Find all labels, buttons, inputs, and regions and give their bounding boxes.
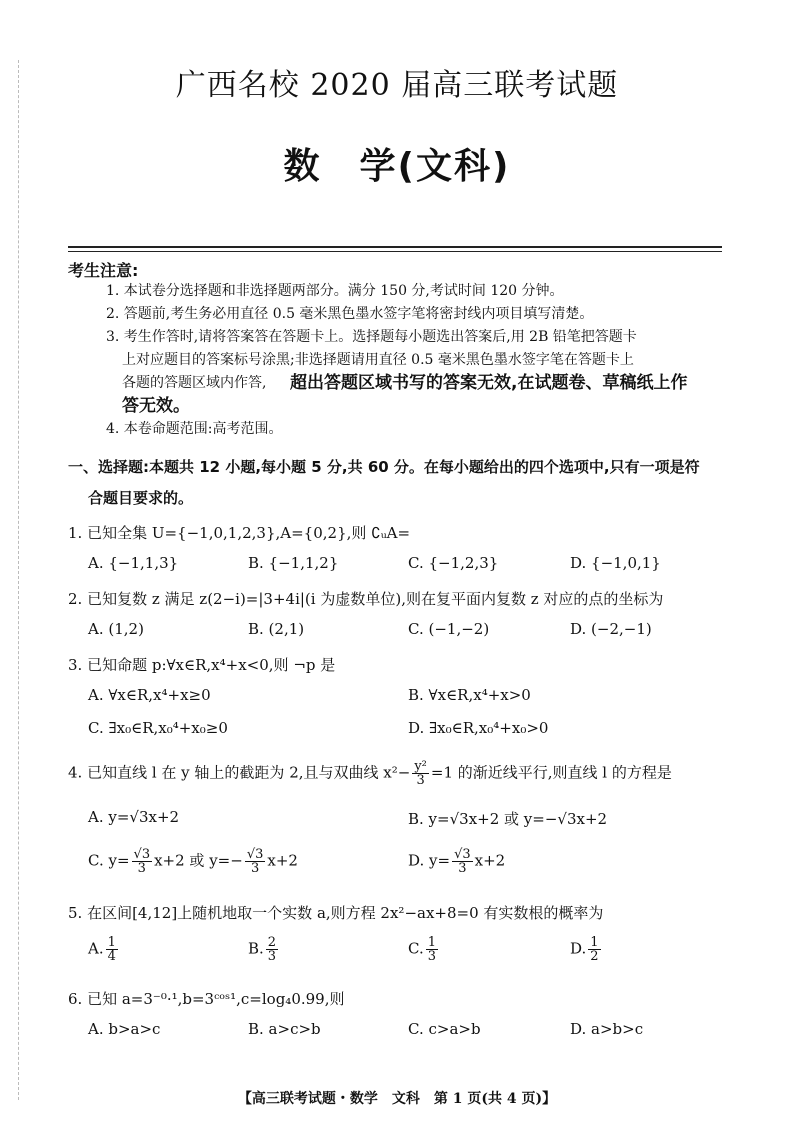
option: D. $\frac{1}{2}$ <box>570 935 599 964</box>
notice-item: 4. 本卷命题范围:高考范围。 <box>106 421 283 437</box>
fraction: $\frac{1}{2}$ <box>590 935 599 964</box>
option: C. $\frac{1}{3}$ <box>408 935 436 964</box>
fraction: $\frac{\text{y²}}{3}$ <box>414 759 427 788</box>
section-heading: 一、选择题:本题共 12 小题,每小题 5 分,共 60 分。在每小题给出的四个选项中,只有一项是符 <box>68 458 700 476</box>
notice-item: 各题的答题区域内作答, <box>122 375 267 391</box>
fraction: $\frac{2}{3}$ <box>267 935 277 964</box>
option: A. {−1,1,3} <box>88 554 179 572</box>
option: D. a>b>c <box>570 1020 644 1038</box>
option: A. $\frac{1}{4}$ <box>88 935 116 964</box>
option: D. ∃x₀∈R,x₀⁴+x₀>0 <box>408 719 549 737</box>
fraction: $\frac{√3}{3}$ <box>454 847 471 876</box>
notice-heading: 考生注意: <box>68 261 139 280</box>
fraction: $\frac{√3}{3}$ <box>133 847 151 876</box>
option: B. (2,1) <box>248 620 305 638</box>
option: D. (−2,−1) <box>570 620 652 638</box>
option: B. ∀x∈R,x⁴+x>0 <box>408 686 531 704</box>
question-stem: 5. 在区间[4,12]上随机地取一个实数 a,则方程 2x²−ax+8=0 有实数根的概率为 <box>68 904 604 922</box>
option: B. a>c>b <box>248 1020 321 1038</box>
notice-item: 1. 本试卷分选择题和非选择题两部分。满分 150 分,考试时间 120 分钟。 <box>106 283 564 299</box>
option: B. {−1,1,2} <box>248 554 339 572</box>
question-stem: 3. 已知命题 p:∀x∈R,x⁴+x<0,则 ¬p 是 <box>68 656 336 674</box>
option: B. $\frac{2}{3}$ <box>248 935 277 964</box>
option: B. y=√3x+2 或 y=−√3x+2 <box>408 810 608 828</box>
option: C. ∃x₀∈R,x₀⁴+x₀≥0 <box>88 719 228 737</box>
option: C. {−1,2,3} <box>408 554 499 572</box>
option: A. ∀x∈R,x⁴+x≥0 <box>88 686 211 704</box>
fraction: $\frac{√3}{3}$ <box>246 847 264 876</box>
section-heading-cont: 合题目要求的。 <box>88 489 194 507</box>
notice-warning: 超出答题区域书写的答案无效,在试题卷、草稿纸上作 <box>290 373 688 393</box>
fraction: $\frac{1}{4}$ <box>107 935 116 964</box>
question-stem: 2. 已知复数 z 满足 z(2−i)=|3+4i|(i 为虚数单位),则在复平面内复数 z 对应的点的坐标为 <box>68 590 664 608</box>
fraction: $\frac{1}{3}$ <box>427 935 436 964</box>
question-stem: 1. 已知全集 U={−1,0,1,2,3},A={0,2},则 ∁ᵤA= <box>68 524 411 542</box>
exam-subject: 数 学(文科) <box>283 146 511 187</box>
header-divider <box>68 246 722 248</box>
notice-item: 2. 答题前,考生务必用直径 0.5 毫米黑色墨水签字笔将密封线内项目填写清楚。 <box>106 306 594 322</box>
option: C. c>a>b <box>408 1020 481 1038</box>
page-footer: 【高三联考试题・数学 文科 第 1 页(共 4 页)】 <box>237 1091 557 1107</box>
option: C. y= $\frac{√3}{3}$ x+2 或 y=− $\frac{√3}{3}$ x+2 <box>88 847 298 876</box>
option: A. b>a>c <box>88 1020 161 1038</box>
header-divider-thin <box>68 251 722 252</box>
binding-margin-line <box>18 60 19 1100</box>
option: D. {−1,0,1} <box>570 554 661 572</box>
notice-warning: 答无效。 <box>122 396 190 416</box>
notice-item: 上对应题目的答案标号涂黑;非选择题请用直径 0.5 毫米黑色墨水签字笔在答题卡上 <box>122 352 634 368</box>
notice-item: 3. 考生作答时,请将答案答在答题卡上。选择题每小题选出答案后,用 2B 铅笔把答题卡 <box>106 329 637 345</box>
exam-title: 广西名校 2020 届高三联考试题 <box>175 68 619 103</box>
question-stem: 6. 已知 a=3⁻⁰·¹,b=3ᶜᵒˢ¹,c=log₄0.99,则 <box>68 990 345 1008</box>
option: A. y=√3x+2 <box>88 808 180 826</box>
option: A. (1,2) <box>88 620 144 638</box>
option: C. (−1,−2) <box>408 620 490 638</box>
question-stem: 4. 已知直线 l 在 y 轴上的截距为 2,且与双曲线 x²− $\frac{\text{y²}}{3}$ =1 的渐近线平行,则直线 l 的方程是 <box>68 759 672 788</box>
option: D. y= $\frac{√3}{3}$ x+2 <box>408 847 506 876</box>
